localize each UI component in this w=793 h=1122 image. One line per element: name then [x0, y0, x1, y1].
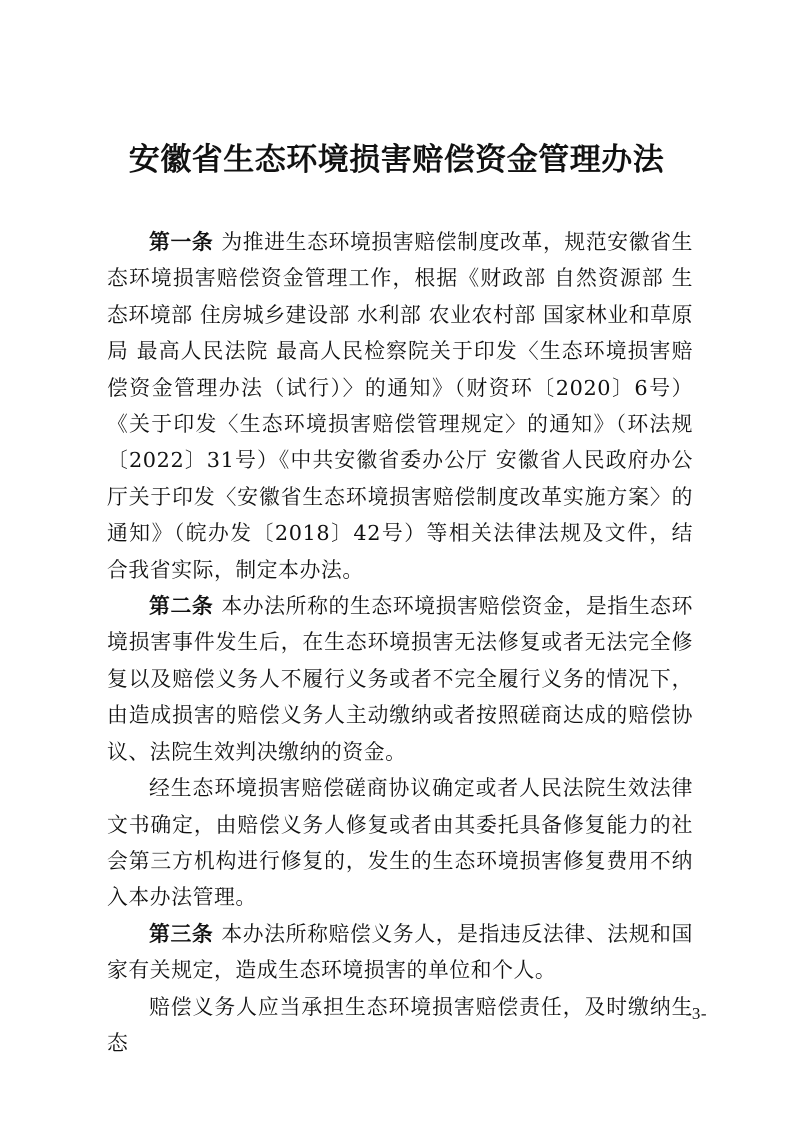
article-2-text: 本办法所称的生态环境损害赔偿资金，是指生态环境损害事件发生后，在生态环境损害无法修复或者无法完全修复以及赔偿义务人不履行义务或者不完全履行义务的情况下，由造成损害的赔偿义务人主动缴纳或者按照磋商达成的赔偿协议、法院生效判决缴纳的资金。: [107, 594, 693, 764]
article-2-label: 第二条: [149, 594, 214, 619]
article-1-paragraph: [107, 224, 693, 588]
document-body: [107, 224, 693, 1061]
article-3-continuation-paragraph: [107, 989, 693, 1062]
article-3-paragraph: [107, 916, 693, 989]
article-3-label: 第三条: [149, 921, 214, 946]
article-2-continuation-text: 经生态环境损害赔偿磋商协议确定或者人民法院生效法律文书确定，由赔偿义务人修复或者由其委托具备修复能力的社会第三方机构进行修复的，发生的生态环境损害修复费用不纳入本办法管理。: [107, 776, 693, 910]
article-3-continuation-text: 赔偿义务人应当承担生态环境损害赔偿责任，及时缴纳生态: [107, 994, 693, 1055]
document-title: 安徽省生态环境损害赔偿资金管理办法: [128, 142, 665, 178]
article-1-label: 第一条: [149, 230, 214, 254]
article-2-continuation-paragraph: [107, 770, 693, 916]
page-number: -3-: [685, 1004, 707, 1023]
article-1-text: 为推进生态环境损害赔偿制度改革，规范安徽省生态环境损害赔偿资金管理工作，根据《财政部 自然资源部 生态环境部 住房城乡建设部 水利部 农业农村部 国家林业和草原局 最高人民法院 最高人民检察院关于印发〈生态环境损害赔偿资金管理办法（试行）〉的通知》（财资环〔2020〕6号）《关于印发〈生态环境损害赔偿管理规定〉的通知》（环法规〔2022〕31号）《中共安徽省委办公厅 安徽省人民政府办公厅关于印发〈安徽省生态环境损害赔偿制度改革实施方案〉的通知》（皖办发〔2018〕42号）等相关法律法规及文件，结合我省实际，制定本办法。: [107, 230, 693, 582]
article-3-text: 本办法所称赔偿义务人，是指违反法律、法规和国家有关规定，造成生态环境损害的单位和个人。: [107, 921, 693, 983]
article-2-paragraph: [107, 588, 693, 770]
